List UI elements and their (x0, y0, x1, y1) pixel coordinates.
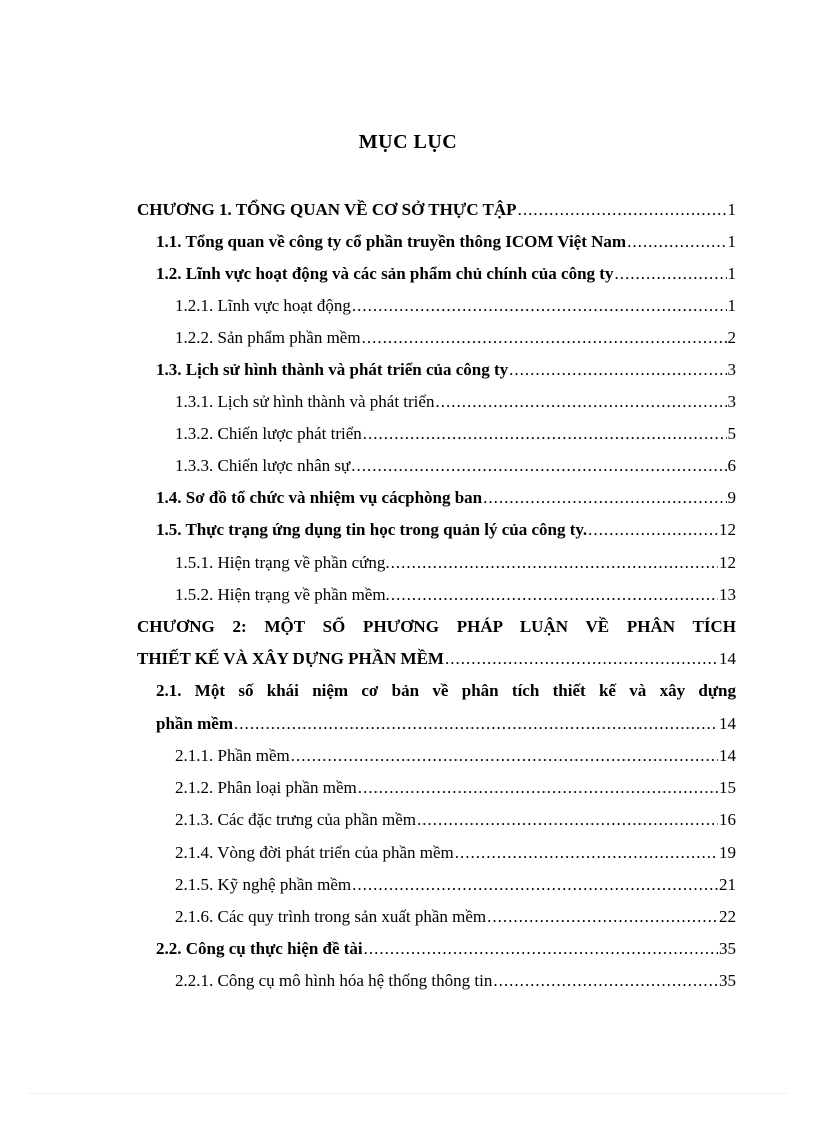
toc-dot-leader (291, 746, 718, 766)
toc-entry-1-3-2[interactable] (175, 424, 736, 444)
toc-page-number: 35 (719, 971, 736, 990)
toc-page-number: 9 (727, 488, 736, 507)
toc-entry-1-4[interactable] (156, 488, 736, 508)
toc-entry-chapter-2-line1[interactable]: CHƯƠNG 2: MỘT SỐ PHƯƠNG PHÁP LUẬN VỀ PHÂN TÍCH (137, 617, 736, 636)
toc-page-number: 14 (719, 649, 736, 668)
toc-entry-1-2-2[interactable] (175, 328, 736, 348)
toc-page-number: 5 (727, 424, 736, 443)
toc-dot-leader (358, 778, 718, 798)
toc-entry-label: CHƯƠNG 1. TỔNG QUAN VỀ CƠ SỞ THỰC TẬP (137, 200, 517, 219)
toc-page-number: 13 (719, 585, 736, 604)
toc-page-number: 14 (719, 714, 736, 733)
toc-dot-leader (614, 264, 726, 284)
toc-page-number: 21 (719, 875, 736, 894)
toc-page-number: 1 (727, 200, 736, 219)
toc-entry-label: 2.1.5. Kỹ nghệ phần mềm (175, 875, 352, 894)
toc-dot-leader (234, 714, 718, 734)
toc-entry-2-1-5[interactable] (175, 875, 736, 895)
toc-entry-label: 1.3.2. Chiến lược phát triển (175, 424, 362, 443)
toc-page-number: 19 (719, 843, 736, 862)
toc-entry-2-1-2[interactable] (175, 778, 736, 798)
toc-entry-label: 1.3.3. Chiến lược nhân sự (175, 456, 351, 475)
toc-dot-leader (627, 232, 726, 252)
toc-dot-leader (391, 585, 718, 605)
toc-entry-label: 1.2. Lĩnh vực hoạt động và các sản phẩm chủ chính của công ty (156, 264, 614, 283)
toc-entry-label: 1.5.2. Hiện trạng về phần mềm. (175, 585, 390, 604)
toc-entry-1-5-2[interactable] (175, 585, 736, 605)
toc-page-number: 35 (719, 939, 736, 958)
toc-dot-leader (509, 360, 726, 380)
toc-entry-2-1-6[interactable] (175, 907, 736, 927)
toc-entry-label: 1.2.1. Lĩnh vực hoạt động (175, 296, 351, 315)
toc-entry-1-3-3[interactable] (175, 456, 736, 476)
toc-entry-chapter-2[interactable] (137, 649, 736, 669)
toc-entry-label: 2.1.3. Các đặc trưng của phần mềm (175, 810, 416, 829)
toc-dot-leader (487, 907, 718, 927)
toc-entry-label: phần mềm (156, 714, 233, 733)
toc-entry-label: THIẾT KẾ VÀ XÂY DỰNG PHẦN MỀM (137, 649, 444, 668)
toc-entry-label: 2.1.1. Phần mềm (175, 746, 290, 765)
toc-entry-1-5[interactable] (156, 520, 736, 540)
toc-page-number: 3 (727, 392, 736, 411)
toc-entry-label: 1.3. Lịch sử hình thành và phát triển của công ty (156, 360, 509, 379)
toc-entry-1-2-1[interactable] (175, 296, 736, 316)
toc-dot-leader (588, 520, 718, 540)
toc-entry-label: 1.3.1. Lịch sử hình thành và phát triển (175, 392, 435, 411)
toc-dot-leader (391, 553, 718, 573)
toc-entry-label: 1.5.1. Hiện trạng về phần cứng. (175, 553, 390, 572)
toc-entry-1-3-1[interactable] (175, 392, 736, 412)
toc-page-number: 12 (719, 520, 736, 539)
toc-dot-leader (352, 875, 718, 895)
toc-dot-leader (362, 328, 727, 348)
toc-entry-2-1-line1[interactable]: 2.1. Một số khái niệm cơ bản về phân tích thiết kế và xây dựng (156, 681, 736, 700)
toc-page-number: 1 (727, 232, 736, 251)
toc-dot-leader (483, 488, 726, 508)
toc-page-number: 22 (719, 907, 736, 926)
toc-page-number: 2 (727, 328, 736, 347)
toc-entry-label: 1.2.2. Sản phẩm phần mềm (175, 328, 361, 347)
toc-entry-label: 2.1.4. Vòng đời phát triển của phần mềm (175, 843, 454, 862)
toc-entry-1-2[interactable] (156, 264, 736, 284)
page-title: MỤC LỤC (358, 131, 458, 153)
toc-dot-leader (493, 971, 718, 991)
toc-dot-leader (417, 810, 718, 830)
toc-page-number: 16 (719, 810, 736, 829)
toc-page-number: 14 (719, 746, 736, 765)
toc-entry-label: 2.2. Công cụ thực hiện đề tài (156, 939, 363, 958)
toc-dot-leader (351, 456, 726, 476)
toc-entry-2-1-3[interactable] (175, 810, 736, 830)
toc-entry-2-2-1[interactable] (175, 971, 736, 991)
toc-entry-2-2[interactable] (156, 939, 736, 959)
toc-entry-chapter-1[interactable] (137, 200, 736, 220)
toc-dot-leader (455, 843, 718, 863)
toc-dot-leader (364, 939, 718, 959)
toc-entry-1-3[interactable] (156, 360, 736, 380)
toc-dot-leader (518, 200, 727, 220)
toc-entry-label: 2.1.2. Phân loại phần mềm (175, 778, 357, 797)
toc-entry-label: 2.1.6. Các quy trình trong sản xuất phần mềm (175, 907, 487, 926)
toc-dot-leader (352, 296, 727, 316)
toc-entry-2-1-1[interactable] (175, 746, 736, 766)
toc-page-number: 1 (727, 296, 736, 315)
toc-page-number: 15 (719, 778, 736, 797)
toc-entry-label: 1.4. Sơ đồ tổ chức và nhiệm vụ cácphòng ban (156, 488, 483, 507)
toc-entry-label: 1.5. Thực trạng ứng dụng tin học trong quản lý của công ty. (156, 520, 588, 539)
toc-dot-leader (445, 649, 718, 669)
toc-page-number: 3 (727, 360, 736, 379)
toc-entry-2-1-4[interactable] (175, 843, 736, 863)
toc-entry-1-5-1[interactable] (175, 553, 736, 573)
toc-page-number: 1 (727, 264, 736, 283)
toc-page-number: 6 (727, 456, 736, 475)
page-bottom-divider (28, 1093, 788, 1094)
toc-dot-leader (435, 392, 726, 412)
toc-entry-label: 2.2.1. Công cụ mô hình hóa hệ thống thông tin (175, 971, 493, 990)
toc-page-number: 12 (719, 553, 736, 572)
toc-entry-label: 1.1. Tổng quan về công ty cổ phần truyền thông ICOM Việt Nam (156, 232, 627, 251)
toc-entry-1-1[interactable] (156, 232, 736, 252)
toc-entry-2-1[interactable] (156, 714, 736, 734)
toc-dot-leader (363, 424, 727, 444)
